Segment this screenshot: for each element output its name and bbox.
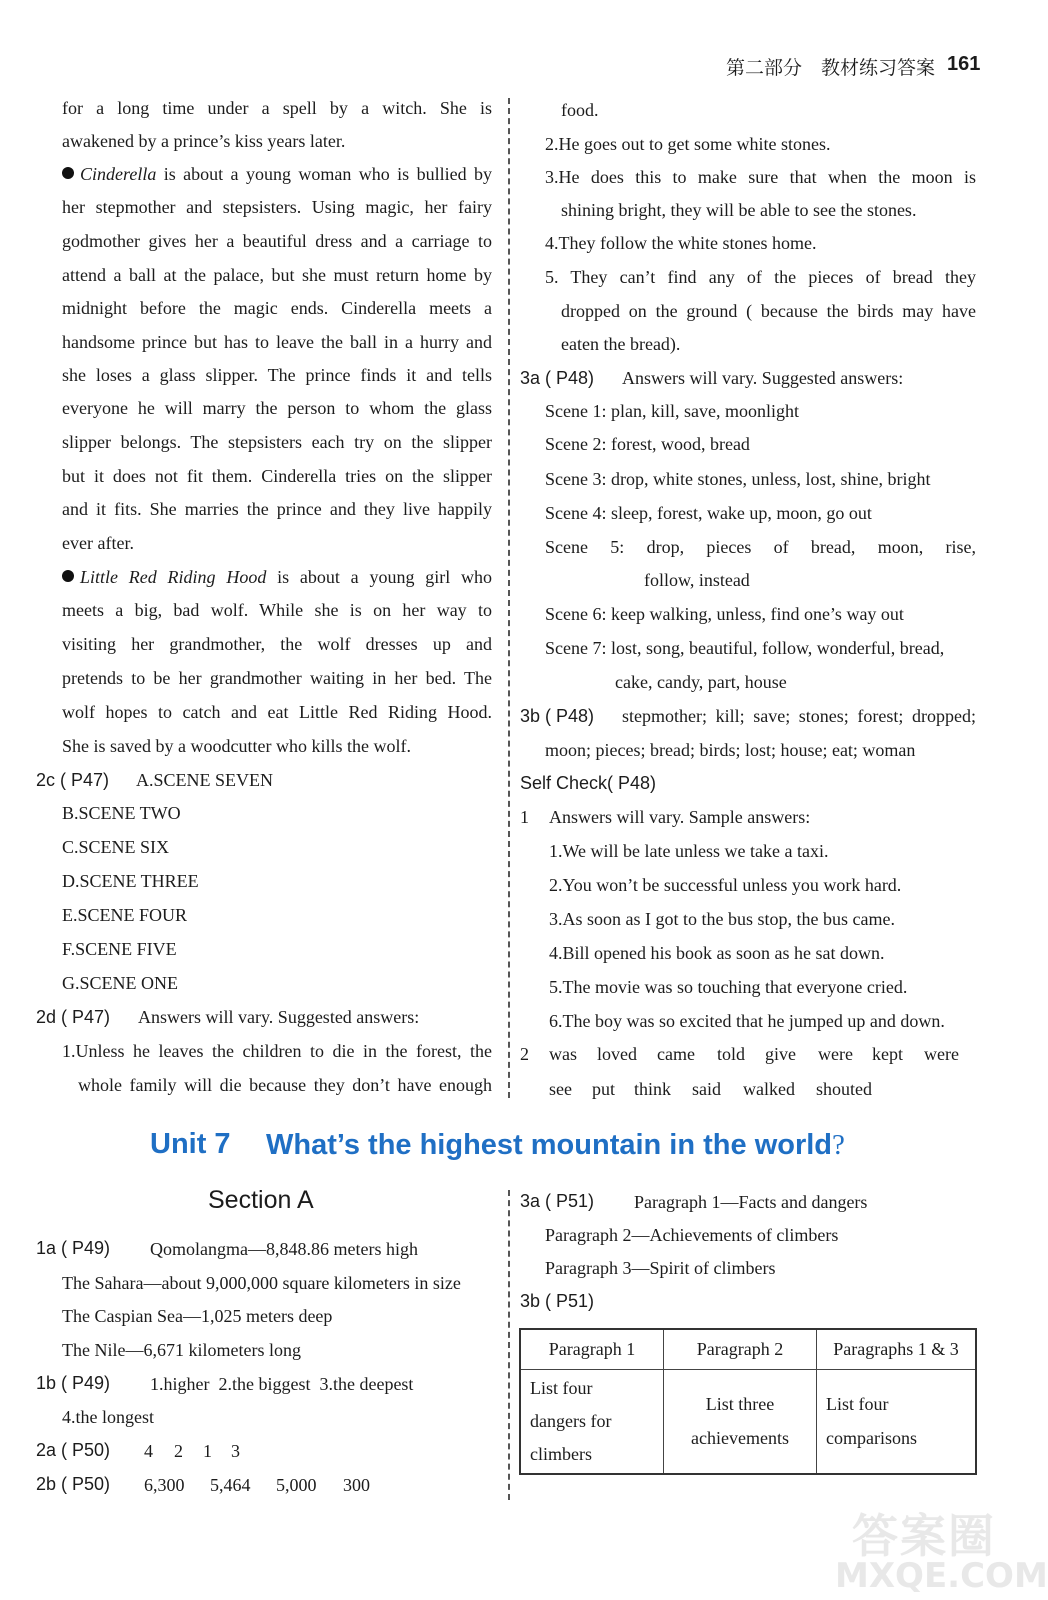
verb-answer: think	[634, 1079, 672, 1099]
q2b-value: 5,000	[276, 1475, 317, 1495]
q2b-value: 5,464	[210, 1475, 251, 1495]
cont-line: shining bright, they will be able to see the stones.	[561, 200, 917, 220]
scene-line: Scene 3: drop, white stones, unless, lost, shine, bright	[545, 469, 931, 489]
table-cell: List four comparisons	[817, 1369, 977, 1474]
q2c-item: B.SCENE TWO	[62, 803, 181, 823]
q2a-value: 2	[174, 1441, 183, 1461]
q2a-value: 1	[203, 1441, 212, 1461]
q2b-label: 2b ( P50)	[36, 1474, 111, 1494]
cont-line: food.	[561, 100, 599, 120]
cinderella-line: but it does not fit them. Cinderella tries on the slipper	[62, 466, 492, 486]
watermark-logo: 答案圈	[852, 1509, 996, 1563]
sa-q3a-line: Paragraph 3—Spirit of climbers	[545, 1258, 776, 1278]
story-line: for a long time under a spell by a witch. She is	[62, 98, 492, 118]
sa-q3a-label: 3a ( P51)	[520, 1191, 595, 1211]
q2c-item: E.SCENE FOUR	[62, 905, 188, 925]
cinderella-line: godmother gives her a beautiful dress and a carriage to	[62, 231, 492, 251]
story-line: awakened by a prince’s kiss years later.	[62, 131, 346, 151]
q3b-line: moon; pieces; bread; birds; lost; house; eat; woman	[545, 740, 916, 760]
self-check-q1-intro: Answers will vary. Sample answers:	[549, 807, 811, 827]
header-title: 教材练习答案	[821, 57, 936, 79]
verb-answer: give	[765, 1044, 796, 1064]
cinderella-title: Cinderella	[80, 164, 157, 184]
q1b-label: 1b ( P49)	[36, 1373, 111, 1393]
verb-answer: were	[924, 1044, 959, 1064]
cinderella-line: and it fits. She marries the prince and they live happily	[62, 499, 492, 519]
sample-answer: 4.Bill opened his book as soon as he sat down.	[549, 943, 885, 963]
q2c-item: C.SCENE SIX	[62, 837, 170, 857]
table-cell: List three achievements	[664, 1369, 817, 1474]
verb-answer: loved	[597, 1044, 637, 1064]
cont-line: 5. They can’t find any of the pieces of bread they	[545, 267, 976, 287]
q2d-label: 2d ( P47)	[36, 1007, 111, 1027]
scene-line: cake, candy, part, house	[615, 672, 787, 692]
redhood-first-line: Little Red Riding Hood is about a young girl who	[62, 567, 492, 588]
cont-line: dropped on the ground ( because the birds may have	[561, 301, 976, 321]
watermark-url: MXQE.COM	[835, 1556, 1048, 1596]
self-check-label: Self Check( P48)	[520, 773, 657, 793]
self-check-q1-num: 1	[520, 807, 529, 827]
q2b-value: 300	[343, 1475, 370, 1495]
scene-line: Scene 2: forest, wood, bread	[545, 434, 750, 454]
cinderella-line: her stepmother and stepsisters. Using magic, her fairy	[62, 197, 492, 217]
sample-answer: 2.You won’t be successful unless you work hard.	[549, 875, 902, 895]
sample-answer: 5.The movie was so touching that everyone cried.	[549, 977, 908, 997]
cont-line: 4.They follow the white stones home.	[545, 233, 817, 253]
redhood-line: visiting her grandmother, the wolf dresses up and	[62, 634, 492, 654]
cinderella-line: handsome prince but has to leave the ball in a hurry and	[62, 332, 492, 352]
table-header: Paragraphs 1 & 3	[817, 1329, 977, 1369]
verb-answer: were	[818, 1044, 853, 1064]
sample-answer: 3.As soon as I got to the bus stop, the bus came.	[549, 909, 895, 929]
sample-answer: 6.The boy was so excited that he jumped up and down.	[549, 1011, 945, 1031]
redhood-line: pretends to be her grandmother waiting in her bed. The	[62, 668, 492, 688]
verb-answer: was	[549, 1044, 577, 1064]
cont-line: 2.He goes out to get some white stones.	[545, 134, 831, 154]
redhood-line: meets a big, bad wolf. While she is on her way to	[62, 600, 492, 620]
q1b-line: 1.higher 2.the biggest 3.the deepest	[150, 1374, 414, 1394]
section-title: Section A	[208, 1186, 314, 1214]
cinderella-line: midnight before the magic ends. Cinderella meets a	[62, 298, 492, 318]
scene-line: Scene 4: sleep, forest, wake up, moon, go out	[545, 503, 872, 523]
scene-line: Scene 6: keep walking, unless, find one’s way out	[545, 604, 904, 624]
cinderella-line: slipper belongs. The stepsisters each try on the slipper	[62, 432, 492, 452]
q3b-label: 3b ( P48)	[520, 706, 595, 726]
sa-q3b-label: 3b ( P51)	[520, 1291, 595, 1311]
cinderella-first-line: Cinderella is about a young woman who is bullied by	[62, 164, 492, 185]
q2d-intro: Answers will vary. Suggested answers:	[138, 1007, 420, 1027]
q1a-line: The Sahara—about 9,000,000 square kilometers in size	[62, 1273, 461, 1293]
cinderella-line: ever after.	[62, 533, 134, 553]
q2d-line: whole family will die because they don’t have enough	[78, 1075, 492, 1095]
redhood-title: Little Red Riding Hood	[80, 567, 267, 587]
verb-answer: shouted	[816, 1079, 872, 1099]
q2c-item: A.SCENE SEVEN	[136, 770, 274, 790]
redhood-line: wolf hopes to catch and eat Little Red Riding Hood.	[62, 702, 492, 722]
q1b-line: 4.the longest	[62, 1407, 154, 1427]
verb-answer: kept	[872, 1044, 903, 1064]
q1a-line: The Caspian Sea—1,025 meters deep	[62, 1306, 333, 1326]
self-check-q2-num: 2	[520, 1044, 529, 1064]
sa-q3a-line: Paragraph 2—Achievements of climbers	[545, 1225, 839, 1245]
scene-line: Scene 7: lost, song, beautiful, follow, wonderful, bread,	[545, 638, 945, 658]
header-part: 第二部分	[726, 57, 803, 79]
verb-answer: told	[717, 1044, 746, 1064]
cinderella-line: she loses a glass slipper. The prince finds it and tells	[62, 365, 492, 385]
unit-label: Unit 7	[150, 1128, 231, 1160]
q2c-item: F.SCENE FIVE	[62, 939, 177, 959]
q2d-line: 1.Unless he leaves the children to die in the forest, the	[62, 1041, 492, 1061]
verb-answer: see	[549, 1079, 572, 1099]
q2c-label: 2c ( P47)	[36, 770, 110, 790]
q2b-value: 6,300	[144, 1475, 185, 1495]
verb-answer: said	[692, 1079, 721, 1099]
scene-line: Scene 5: drop, pieces of bread, moon, rise,	[545, 537, 976, 557]
q1a-line: Qomolangma—8,848.86 meters high	[150, 1239, 418, 1259]
q3a-intro: Answers will vary. Suggested answers:	[622, 368, 904, 388]
table-header: Paragraph 1	[520, 1329, 664, 1369]
table-cell: List four dangers for climbers	[520, 1369, 664, 1474]
verb-answer: walked	[743, 1079, 795, 1099]
page-number: 161	[947, 53, 981, 75]
cont-line: eaten the bread).	[561, 334, 681, 354]
q2c-item: G.SCENE ONE	[62, 973, 178, 993]
q3a-label: 3a ( P48)	[520, 368, 595, 388]
q2a-label: 2a ( P50)	[36, 1440, 111, 1460]
sample-answer: 1.We will be late unless we take a taxi.	[549, 841, 829, 861]
column-divider	[508, 98, 510, 1098]
cinderella-line: attend a ball at the palace, but she must return home by	[62, 265, 492, 285]
verb-answer: came	[657, 1044, 695, 1064]
scene-line: follow, instead	[644, 570, 750, 590]
redhood-line: She is saved by a woodcutter who kills the wolf.	[62, 736, 411, 756]
q2c-item: D.SCENE THREE	[62, 871, 199, 891]
q3b-line: stepmother; kill; save; stones; forest; dropped;	[622, 706, 976, 726]
sa-q3a-line: Paragraph 1—Facts and dangers	[634, 1192, 868, 1212]
column-divider	[508, 1190, 510, 1500]
cinderella-line: everyone he will marry the person to whom the glass	[62, 398, 492, 418]
bullet-icon	[62, 167, 74, 179]
paragraph-table	[519, 1328, 977, 1475]
bullet-icon	[62, 570, 74, 582]
verb-answer: put	[592, 1079, 616, 1099]
q1a-line: The Nile—6,671 kilometers long	[62, 1340, 301, 1360]
cont-line: 3.He does this to make sure that when the moon is	[545, 167, 976, 187]
unit-title: What’s the highest mountain in the world?	[266, 1129, 845, 1161]
q2a-value: 4	[144, 1441, 153, 1461]
scene-line: Scene 1: plan, kill, save, moonlight	[545, 401, 799, 421]
q1a-label: 1a ( P49)	[36, 1238, 111, 1258]
table-header: Paragraph 2	[664, 1329, 817, 1369]
q2a-value: 3	[231, 1441, 240, 1461]
